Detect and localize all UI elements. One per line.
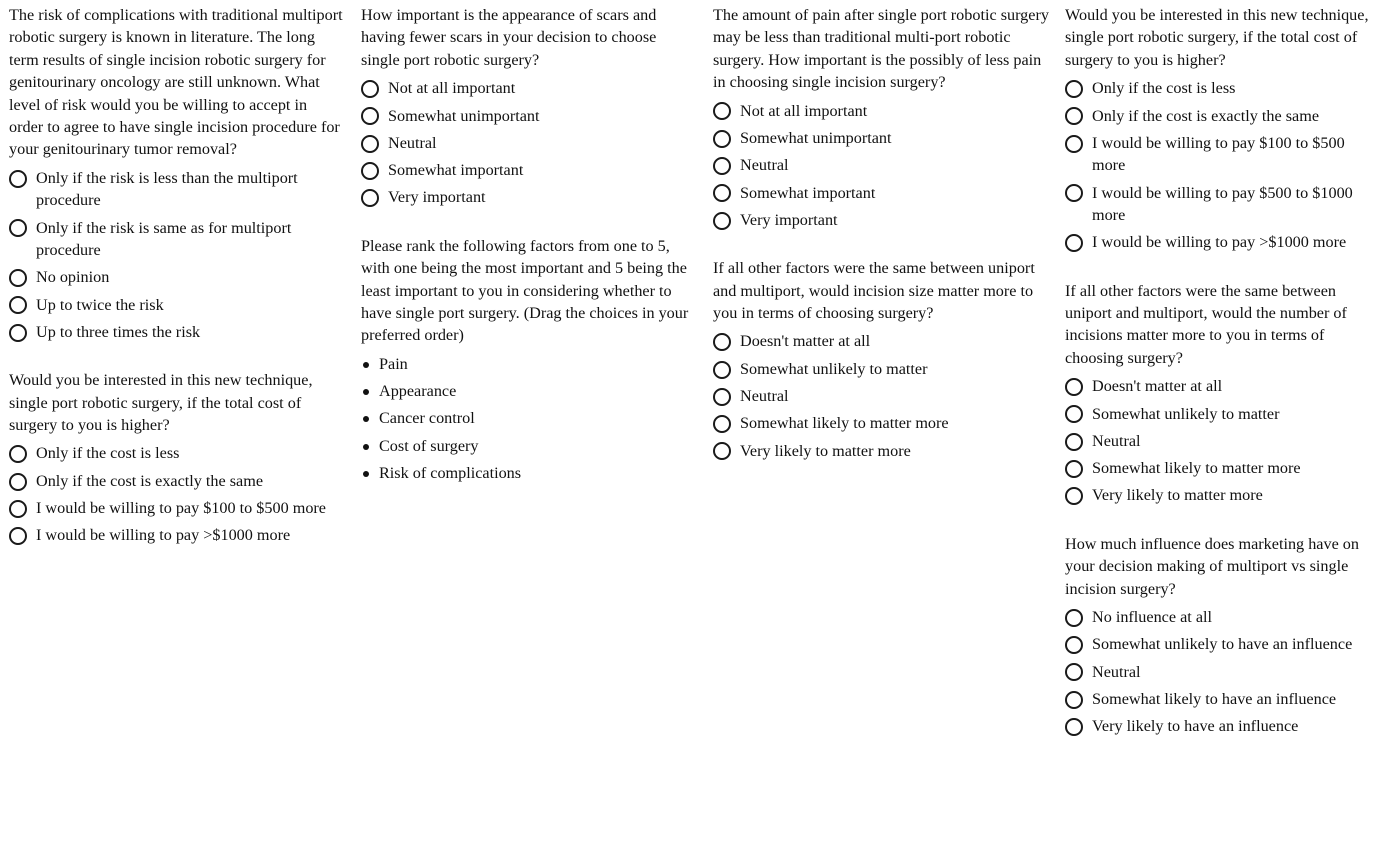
question-text: If all other factors were the same between uniport and multiport, would the number of incisions matter more to you in terms of choosing surgery? bbox=[1065, 281, 1347, 367]
radio-button-icon[interactable] bbox=[1065, 663, 1083, 681]
radio-button-icon[interactable] bbox=[361, 189, 379, 207]
draggable-rank-item[interactable] bbox=[361, 353, 697, 375]
radio-option[interactable] bbox=[9, 442, 345, 464]
radio-button-icon[interactable] bbox=[1065, 405, 1083, 423]
radio-option[interactable] bbox=[9, 294, 345, 316]
radio-option[interactable] bbox=[1065, 715, 1377, 737]
bullet-icon bbox=[363, 444, 369, 450]
radio-option[interactable] bbox=[9, 266, 345, 288]
radio-option-label: Only if the cost is less bbox=[1092, 79, 1236, 98]
radio-option-label: Somewhat important bbox=[388, 161, 524, 180]
radio-button-icon[interactable] bbox=[713, 102, 731, 120]
radio-option[interactable] bbox=[1065, 105, 1377, 127]
radio-button-icon[interactable] bbox=[713, 415, 731, 433]
radio-option[interactable] bbox=[713, 330, 1049, 352]
draggable-rank-item[interactable] bbox=[361, 435, 697, 457]
question-text: Would you be interested in this new technique, single port robotic surgery, if the total cost of surgery to you is higher? bbox=[1065, 6, 1369, 69]
radio-group bbox=[1065, 375, 1377, 507]
radio-option[interactable] bbox=[1065, 403, 1377, 425]
radio-option[interactable] bbox=[713, 154, 1049, 176]
radio-option[interactable] bbox=[713, 209, 1049, 231]
radio-button-icon[interactable] bbox=[9, 445, 27, 463]
radio-group bbox=[9, 167, 345, 343]
radio-option-label: Up to twice the risk bbox=[36, 295, 164, 314]
radio-option[interactable] bbox=[9, 497, 345, 519]
radio-option-label: I would be willing to pay $500 to $1000 more bbox=[1092, 183, 1353, 224]
radio-group bbox=[1065, 77, 1377, 253]
survey-column-1 bbox=[9, 4, 345, 573]
radio-button-icon[interactable] bbox=[9, 170, 27, 188]
radio-button-icon[interactable] bbox=[713, 130, 731, 148]
radio-button-icon[interactable] bbox=[9, 527, 27, 545]
radio-option-label: Neutral bbox=[1092, 431, 1141, 450]
radio-option[interactable] bbox=[713, 440, 1049, 462]
radio-option-label: Somewhat unlikely to matter bbox=[740, 359, 928, 378]
radio-group bbox=[713, 330, 1049, 462]
radio-option[interactable] bbox=[1065, 375, 1377, 397]
radio-option-label: No opinion bbox=[36, 268, 110, 287]
radio-option-label: I would be willing to pay $100 to $500 more bbox=[36, 499, 326, 518]
radio-button-icon[interactable] bbox=[361, 162, 379, 180]
radio-option[interactable] bbox=[361, 132, 697, 154]
radio-option[interactable] bbox=[713, 127, 1049, 149]
radio-option[interactable] bbox=[713, 412, 1049, 434]
radio-option-label: Somewhat unlikely to matter bbox=[1092, 404, 1280, 423]
rank-list bbox=[361, 353, 697, 485]
radio-option[interactable] bbox=[1065, 484, 1377, 506]
radio-button-icon[interactable] bbox=[1065, 184, 1083, 202]
radio-option[interactable] bbox=[713, 385, 1049, 407]
radio-option[interactable] bbox=[1065, 633, 1377, 655]
radio-option-label: Up to three times the risk bbox=[36, 322, 201, 341]
radio-button-icon[interactable] bbox=[1065, 107, 1083, 125]
radio-option-label: Neutral bbox=[740, 387, 789, 406]
survey-question bbox=[9, 369, 345, 547]
draggable-rank-item[interactable] bbox=[361, 407, 697, 429]
bullet-icon bbox=[363, 416, 369, 422]
radio-option[interactable] bbox=[1065, 688, 1377, 710]
survey-question bbox=[713, 257, 1049, 462]
radio-option-label: I would be willing to pay $100 to $500 more bbox=[1092, 133, 1345, 175]
survey-column-2 bbox=[361, 4, 697, 510]
rank-item-label: Risk of complications bbox=[379, 464, 522, 483]
survey-question bbox=[1065, 280, 1377, 507]
radio-group bbox=[1065, 606, 1377, 738]
radio-button-icon[interactable] bbox=[1065, 636, 1083, 654]
question-text: How much influence does marketing have on your decision making of multiport vs single incision surgery? bbox=[1065, 534, 1359, 598]
radio-option[interactable] bbox=[1065, 606, 1377, 628]
survey-question bbox=[9, 4, 345, 343]
radio-option[interactable] bbox=[713, 182, 1049, 204]
question-text: Please rank the following factors from one to 5, with one being the most important and 5 being the least important to you in considering whether to have single port surgery. (Drag the choices in your preferred order) bbox=[361, 236, 689, 345]
radio-option-label: Only if the cost is less bbox=[36, 444, 180, 463]
radio-button-icon[interactable] bbox=[1065, 460, 1083, 478]
radio-button-icon[interactable] bbox=[1065, 718, 1083, 736]
radio-button-icon[interactable] bbox=[713, 333, 731, 351]
radio-button-icon[interactable] bbox=[9, 296, 27, 314]
radio-option[interactable] bbox=[9, 321, 345, 343]
radio-option-label: I would be willing to pay >$1000 more bbox=[1092, 233, 1347, 252]
radio-button-icon[interactable] bbox=[1065, 433, 1083, 451]
radio-option-label: Very likely to matter more bbox=[1092, 486, 1263, 505]
radio-option[interactable] bbox=[361, 159, 697, 181]
question-text: The risk of complications with traditional multiport robotic surgery is known in literature. The long term results of single incision robotic surgery for genitourinary oncology are still unknown. What level of risk would you be willing to accept in order to agree to have single incision procedure for your genitourinary tumor removal? bbox=[9, 6, 343, 159]
survey-question bbox=[361, 4, 697, 209]
radio-option-label: Only if the cost is exactly the same bbox=[36, 471, 264, 490]
radio-button-icon[interactable] bbox=[9, 269, 27, 287]
radio-button-icon[interactable] bbox=[713, 442, 731, 460]
radio-option-label: Neutral bbox=[1092, 662, 1141, 681]
draggable-rank-item[interactable] bbox=[361, 380, 697, 402]
radio-option-label: Doesn't matter at all bbox=[1092, 377, 1223, 396]
survey-question bbox=[713, 4, 1049, 231]
radio-button-icon[interactable] bbox=[713, 212, 731, 230]
survey-column-4 bbox=[1065, 4, 1377, 764]
radio-button-icon[interactable] bbox=[9, 324, 27, 342]
radio-option[interactable] bbox=[9, 167, 345, 212]
question-text: How important is the appearance of scars and having fewer scars in your decision to choose single port robotic surgery? bbox=[361, 6, 657, 69]
radio-option[interactable] bbox=[713, 100, 1049, 122]
radio-option[interactable] bbox=[1065, 77, 1377, 99]
radio-button-icon[interactable] bbox=[1065, 609, 1083, 627]
radio-button-icon[interactable] bbox=[1065, 234, 1083, 252]
radio-option[interactable] bbox=[1065, 457, 1377, 479]
survey-column-3 bbox=[713, 4, 1049, 488]
radio-option-label: Somewhat likely to have an influence bbox=[1092, 689, 1337, 708]
radio-button-icon[interactable] bbox=[713, 388, 731, 406]
radio-option-label: I would be willing to pay >$1000 more bbox=[36, 526, 291, 545]
radio-option-label: Not at all important bbox=[388, 79, 516, 98]
radio-option-label: Very important bbox=[740, 210, 838, 229]
radio-button-icon[interactable] bbox=[361, 107, 379, 125]
radio-option-label: Somewhat unlikely to have an influence bbox=[1092, 635, 1353, 654]
radio-button-icon[interactable] bbox=[713, 361, 731, 379]
radio-group bbox=[713, 100, 1049, 232]
radio-button-icon[interactable] bbox=[713, 157, 731, 175]
bullet-icon bbox=[363, 471, 369, 477]
radio-option[interactable] bbox=[713, 358, 1049, 380]
radio-option[interactable] bbox=[1065, 182, 1377, 227]
rank-item-label: Appearance bbox=[379, 382, 457, 401]
rank-item-label: Cancer control bbox=[379, 409, 475, 428]
radio-option[interactable] bbox=[1065, 231, 1377, 253]
radio-button-icon[interactable] bbox=[1065, 487, 1083, 505]
radio-button-icon[interactable] bbox=[1065, 378, 1083, 396]
survey-question bbox=[1065, 533, 1377, 738]
radio-option[interactable] bbox=[1065, 132, 1377, 177]
radio-option-label: Only if the risk is less than the multiport procedure bbox=[36, 168, 298, 210]
survey-question bbox=[361, 235, 697, 485]
radio-option-label: Somewhat unimportant bbox=[388, 106, 540, 125]
radio-option[interactable] bbox=[361, 105, 697, 127]
radio-button-icon[interactable] bbox=[9, 500, 27, 518]
question-text: The amount of pain after single port robotic surgery may be less than traditional multi-port robotic surgery. How important is the possibly of less pain in choosing single incision surgery? bbox=[713, 6, 1049, 92]
radio-option[interactable] bbox=[1065, 661, 1377, 683]
radio-option-label: Somewhat likely to matter more bbox=[1092, 459, 1301, 478]
radio-option[interactable] bbox=[361, 186, 697, 208]
survey-question bbox=[1065, 4, 1377, 254]
radio-option[interactable] bbox=[1065, 430, 1377, 452]
radio-option-label: Not at all important bbox=[740, 101, 868, 120]
radio-option[interactable] bbox=[361, 77, 697, 99]
radio-button-icon[interactable] bbox=[361, 80, 379, 98]
radio-option-label: Only if the cost is exactly the same bbox=[1092, 106, 1320, 125]
radio-option-label: Very likely to matter more bbox=[740, 441, 911, 460]
rank-item-label: Cost of surgery bbox=[379, 436, 479, 455]
draggable-rank-item[interactable] bbox=[361, 462, 697, 484]
radio-option-label: Only if the risk is same as for multiport procedure bbox=[36, 218, 292, 259]
rank-item-label: Pain bbox=[379, 354, 408, 373]
bullet-icon bbox=[363, 362, 369, 368]
radio-button-icon[interactable] bbox=[9, 219, 27, 237]
question-text: If all other factors were the same between uniport and multiport, would incision size matter more to you in terms of choosing surgery? bbox=[713, 259, 1035, 323]
radio-option-label: Doesn't matter at all bbox=[740, 332, 871, 351]
radio-option[interactable] bbox=[9, 217, 345, 262]
radio-option-label: Neutral bbox=[388, 133, 437, 152]
radio-option-label: Somewhat likely to matter more bbox=[740, 414, 949, 433]
radio-button-icon[interactable] bbox=[361, 135, 379, 153]
radio-button-icon[interactable] bbox=[1065, 691, 1083, 709]
radio-button-icon[interactable] bbox=[1065, 80, 1083, 98]
radio-option[interactable] bbox=[9, 470, 345, 492]
radio-option-label: Very likely to have an influence bbox=[1092, 717, 1299, 736]
radio-group bbox=[9, 442, 345, 546]
radio-option-label: Somewhat unimportant bbox=[740, 128, 892, 147]
question-text: Would you be interested in this new technique, single port robotic surgery, if the total cost of surgery to you is higher? bbox=[9, 371, 313, 435]
radio-option[interactable] bbox=[9, 524, 345, 546]
bullet-icon bbox=[363, 389, 369, 395]
radio-option-label: No influence at all bbox=[1092, 608, 1213, 627]
radio-button-icon[interactable] bbox=[1065, 135, 1083, 153]
radio-option-label: Very important bbox=[388, 188, 486, 207]
radio-button-icon[interactable] bbox=[713, 184, 731, 202]
radio-option-label: Somewhat important bbox=[740, 183, 876, 202]
radio-option-label: Neutral bbox=[740, 156, 789, 175]
radio-group bbox=[361, 77, 697, 209]
radio-button-icon[interactable] bbox=[9, 473, 27, 491]
